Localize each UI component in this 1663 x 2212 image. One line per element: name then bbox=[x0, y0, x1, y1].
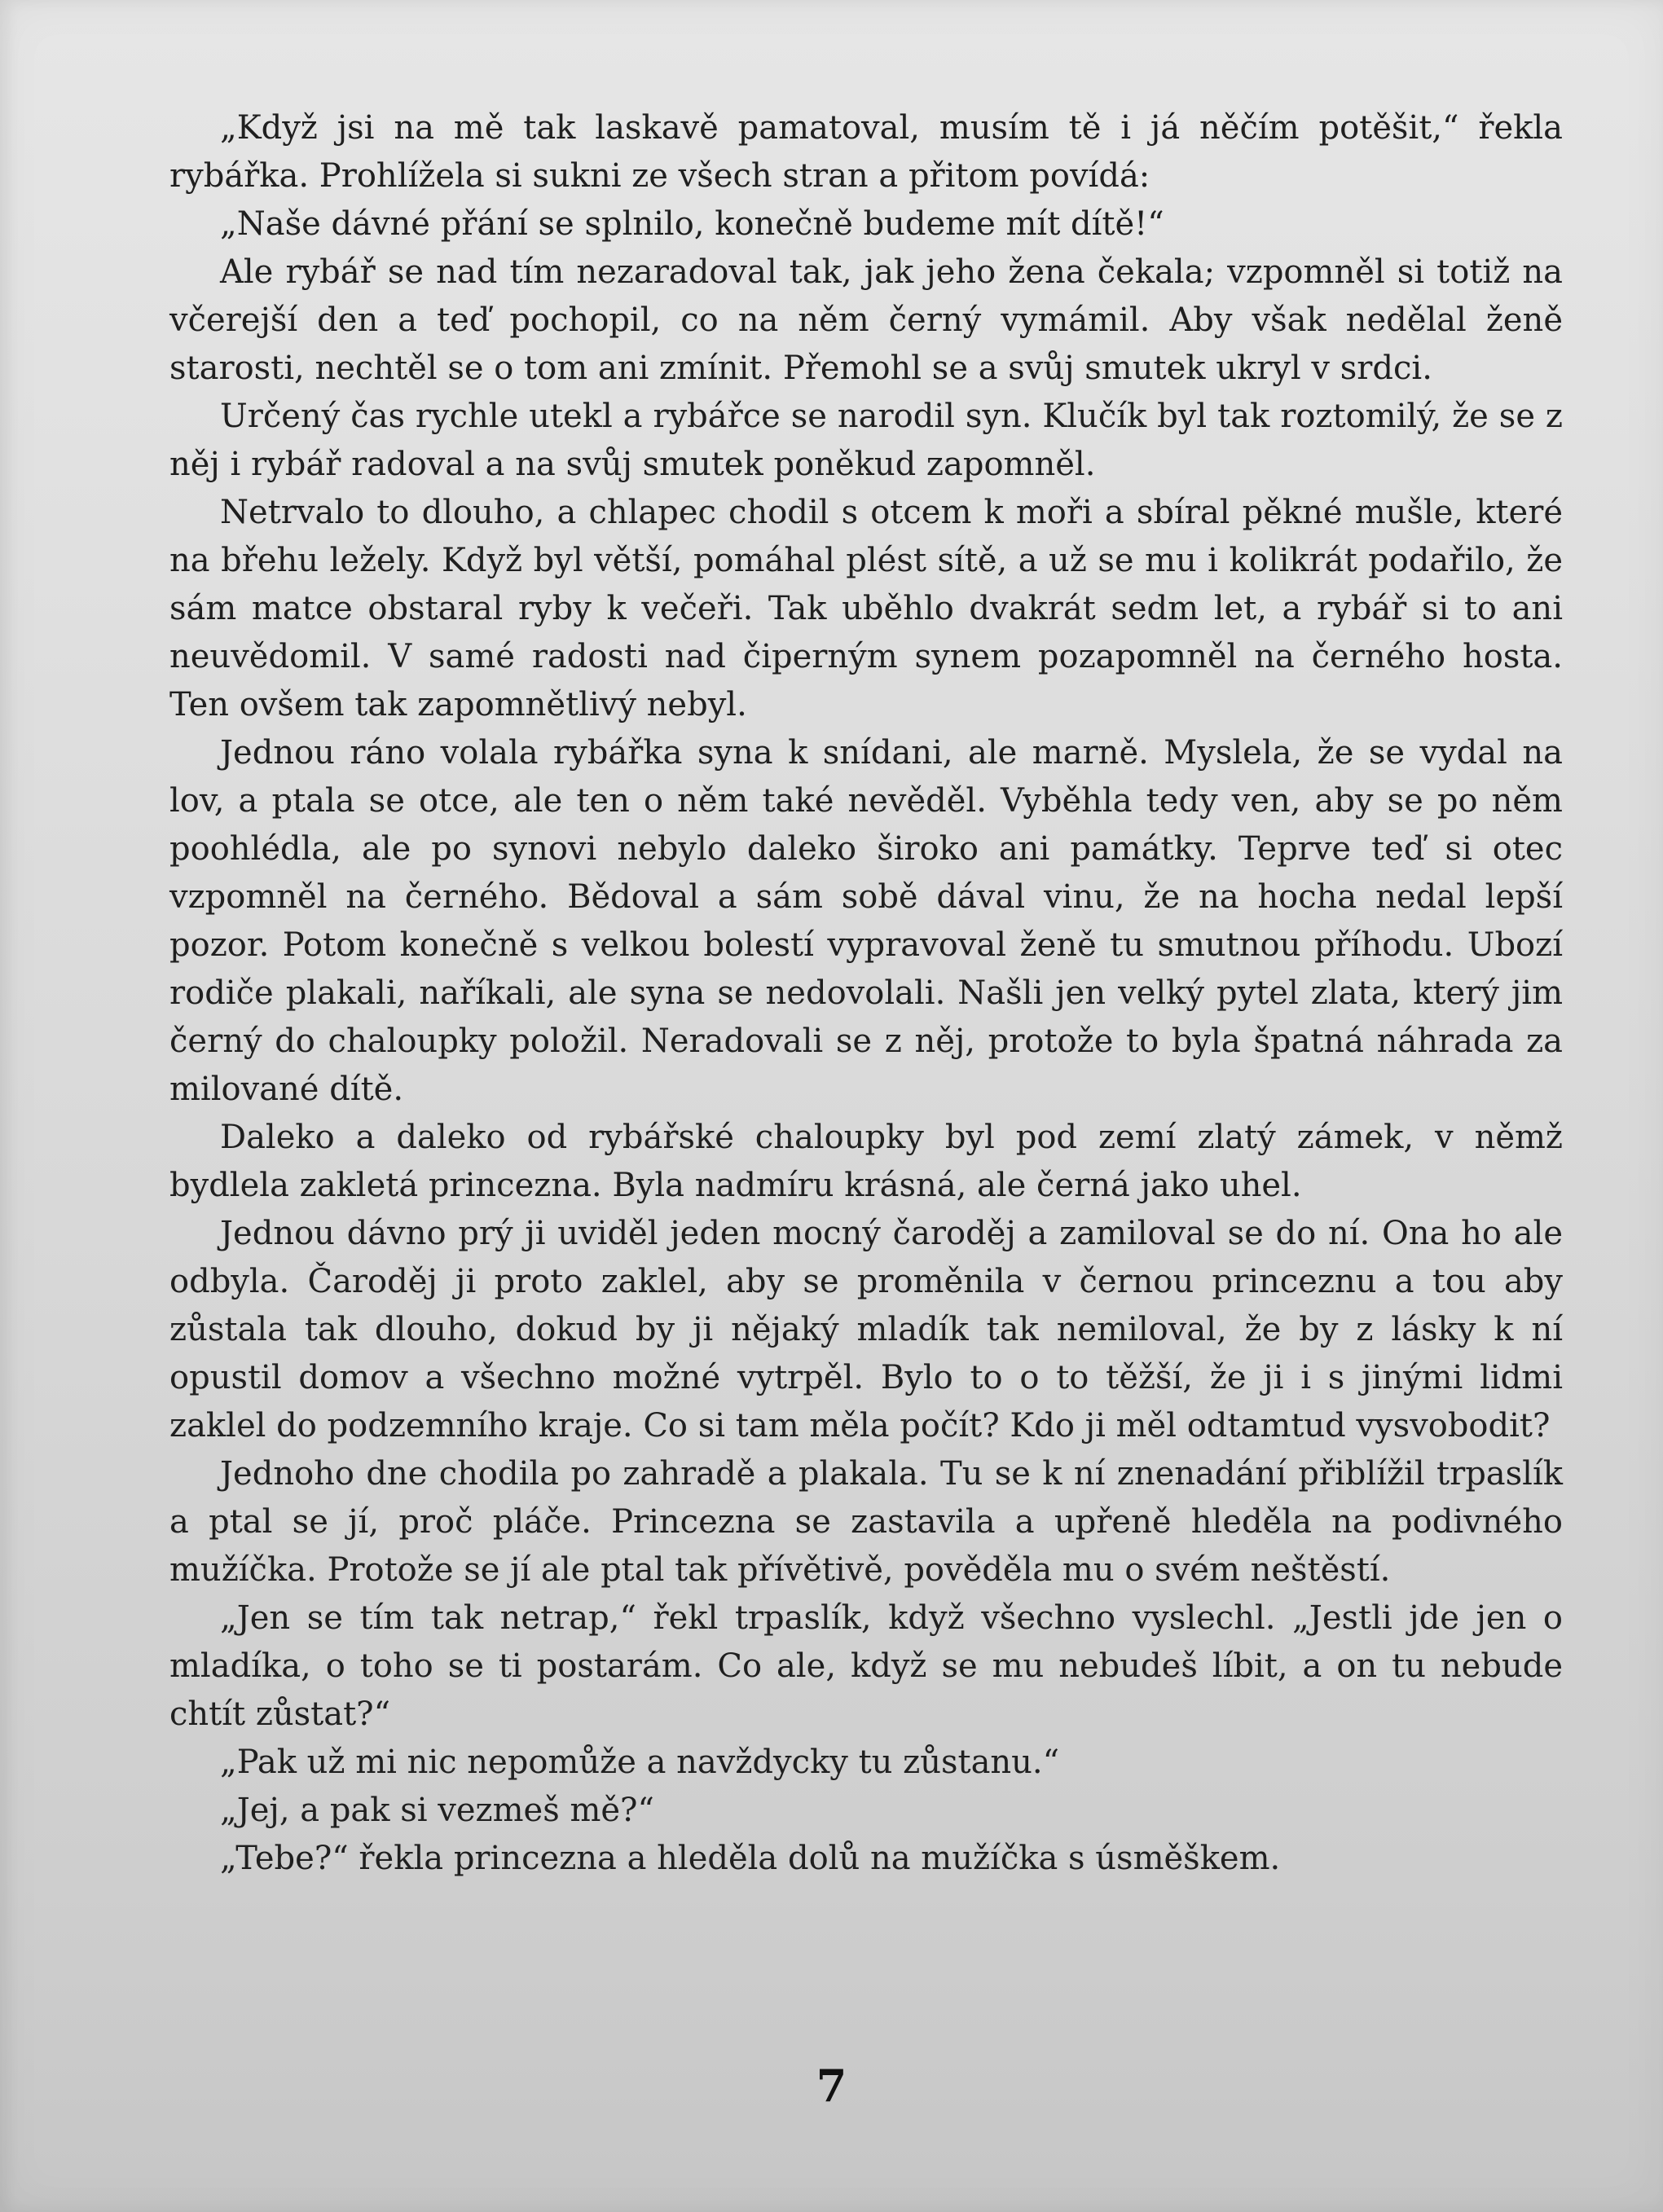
paragraph: „Jej, a pak si vezmeš mě?“ bbox=[220, 1792, 654, 1829]
paragraph: „Tebe?“ řekla princezna a hleděla dolů na mužíčka s úsměškem. bbox=[220, 1840, 1281, 1877]
paragraph: „Když jsi na mě tak laskavě pamatoval, musím tě i já něčím potěšit,“ řekla rybářka. Prohlížela si sukni ze všech stran a přitom povídá: bbox=[169, 109, 1563, 195]
page-text bbox=[169, 104, 1563, 1883]
paragraph: „Pak už mi nic nepomůže a navždycky tu zůstanu.“ bbox=[220, 1744, 1060, 1781]
paragraph: „Jen se tím tak netrap,“ řekl trpaslík, když všechno vyslechl. „Jestli jde jen o mladíka, o toho se ti postarám. Co ale, když se mu nebudeš líbit, a on tu nebude chtít zůstat?“ bbox=[169, 1599, 1563, 1733]
page-number: 7 bbox=[816, 2060, 847, 2112]
paragraph: Jednou ráno volala rybářka syna k snídani, ale marně. Myslela, že se vydal na lov, a ptala se otce, ale ten o něm také nevěděl. Vyběhla tedy ven, aby se po něm poohlédla, ale po synovi nebylo daleko široko ani památky. Teprve teď si otec vzpomněl na černého. Bědoval a sám sobě dával vinu, že na hocha nedal lepší pozor. Potom konečně s velkou bolestí vypravoval ženě tu smutnou příhodu. Ubozí rodiče plakali, naříkali, ale syna se nedovolali. Našli jen velký pytel zlata, který jim černý do chaloupky položil. Neradovali se z něj, protože to byla špatná náhrada za milované dítě. bbox=[169, 734, 1563, 1108]
paragraph: Jednoho dne chodila po zahradě a plakala. Tu se k ní znenadání přiblížil trpaslík a ptal se jí, proč pláče. Princezna se zastavila a upřeně hleděla na podivného mužíčka. Protože se jí ale ptal tak přívětivě, pověděla mu o svém neštěstí. bbox=[169, 1455, 1563, 1589]
paragraph: Jednou dávno prý ji uviděl jeden mocný čaroděj a zamiloval se do ní. Ona ho ale odbyla. Čaroděj ji proto zaklel, aby se proměnila v černou princeznu a tou aby zůstala tak dlouho, dokud by ji nějaký mladík tak nemiloval, že by z lásky k ní opustil domov a všechno možné vytrpěl. Bylo to o to těžší, že ji i s jinými lidmi zaklel do podzemního kraje. Co si tam měla počít? Kdo ji měl odtamtud vysvobodit? bbox=[169, 1215, 1563, 1445]
paragraph: Ale rybář se nad tím nezaradoval tak, jak jeho žena čekala; vzpomněl si totiž na včerejší den a teď pochopil, co na něm černý vymámil. Aby však nedělal ženě starosti, nechtěl se o tom ani zmínit. Přemohl se a svůj smutek ukryl v srdci. bbox=[169, 253, 1563, 387]
paragraph: Daleko a daleko od rybářské chaloupky byl pod zemí zlatý zámek, v němž bydlela zakletá princezna. Byla nadmíru krásná, ale černá jako uhel. bbox=[169, 1119, 1563, 1204]
paragraph: „Naše dávné přání se splnilo, konečně budeme mít dítě!“ bbox=[220, 205, 1164, 243]
paragraph: Netrvalo to dlouho, a chlapec chodil s otcem k moři a sbíral pěkné mušle, které na břehu ležely. Když byl větší, pomáhal plést sítě, a už se mu i kolikrát podařilo, že sám matce obstaral ryby k večeři. Tak uběhlo dvakrát sedm let, a rybář si to ani neuvědomil. V samé radosti nad čiperným synem pozapomněl na černého hosta. Ten ovšem tak zapomnětlivý nebyl. bbox=[169, 494, 1563, 723]
paragraph: Určený čas rychle utekl a rybářce se narodil syn. Klučík byl tak roztomilý, že se z něj i rybář radoval a na svůj smutek poněkud zapomněl. bbox=[169, 398, 1563, 483]
